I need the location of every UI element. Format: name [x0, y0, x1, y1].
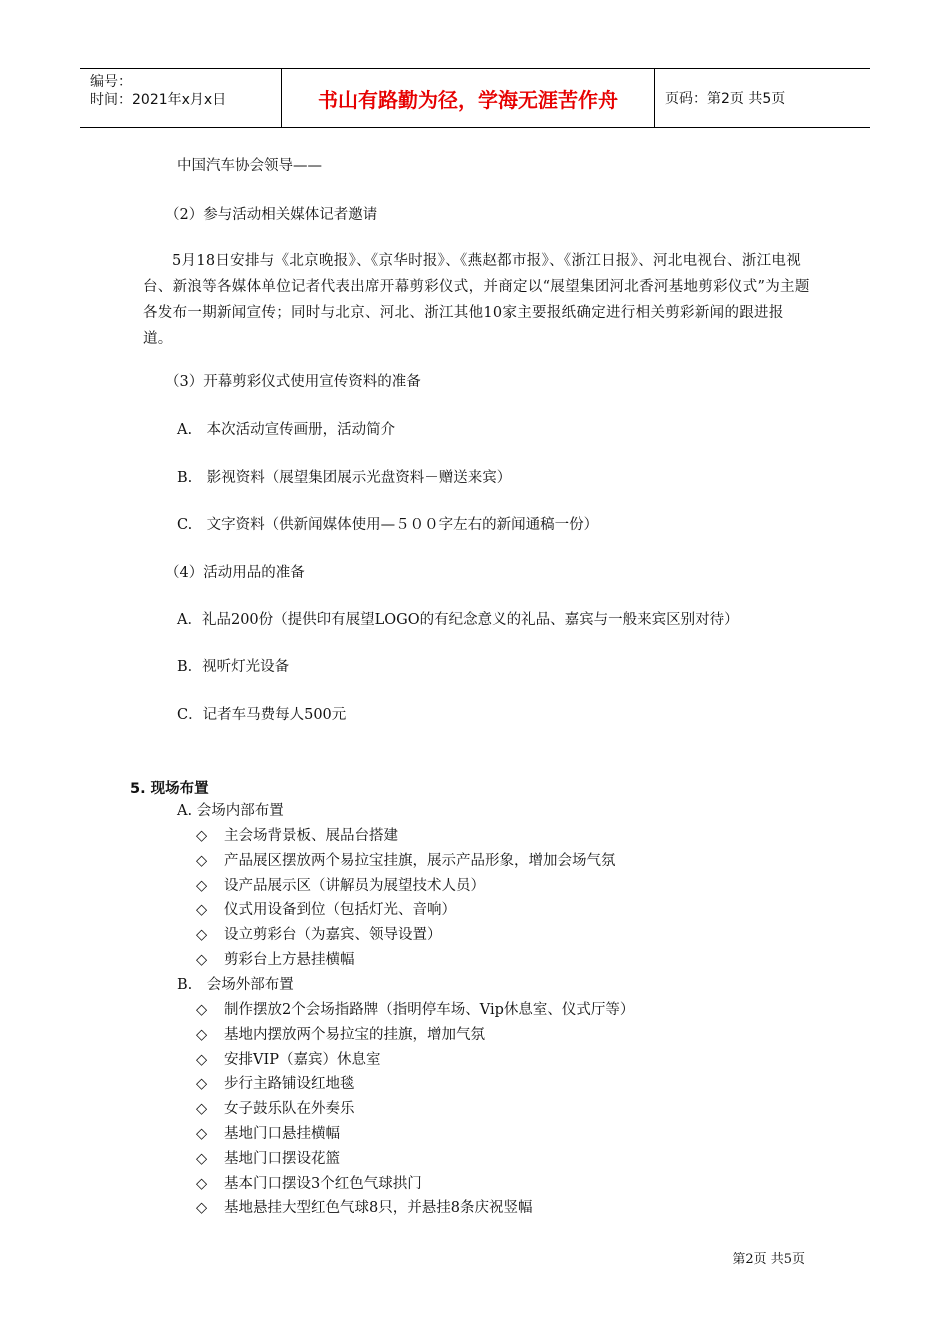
list-item-text: 基地内摆放两个易拉宝的挂旗，增加气氛	[224, 1026, 485, 1043]
item3-title: （3）开幕剪彩仪式使用宣传资料的准备	[165, 374, 421, 390]
list-item-text: 基地门口悬挂横幅	[224, 1126, 340, 1142]
list-item-text: 主会场背景板、展品台搭建	[224, 828, 398, 844]
diamond-bullet-icon: ◇	[196, 1150, 208, 1167]
list-item-text: 步行主路铺设红地毯	[224, 1076, 355, 1093]
item2-paragraph: 5月18日安排与《北京晚报》、《京华时报》、《燕赵都市报》、《浙江日报》、河北电视台、浙江电视台、新浪等各媒体单位记者代表出席开幕剪彩仪式，并商定以“展望集团河北香河基地剪彩仪式”为主题各发布一期新闻宣传；同时与北京、河北、浙江其他10家主要报纸确定进行相关剪彩新闻的跟进报道。	[143, 253, 810, 347]
list-item	[196, 876, 485, 896]
list-item	[196, 1050, 380, 1070]
inner-layout-title: A. 会场内部布置	[177, 803, 284, 819]
list-item	[196, 1099, 355, 1119]
diamond-bullet-icon: ◇	[196, 877, 208, 894]
list-item-text: 安排VIP（嘉宾）休息室	[224, 1051, 381, 1068]
list-item	[196, 950, 355, 970]
diamond-bullet-icon: ◇	[196, 1126, 208, 1142]
header-meta	[80, 69, 281, 127]
list-item-text: 基地门口摆设花篮	[224, 1150, 340, 1167]
list-item-text: 设立剪彩台（为嘉宾、领导设置）	[224, 927, 442, 944]
item4-b: B．视听灯光设备	[177, 659, 290, 675]
item4-c: C．记者车马费每人500元	[177, 707, 347, 723]
diamond-bullet-icon: ◇	[196, 1076, 208, 1093]
list-item-text: 设产品展示区（讲解员为展望技术人员）	[224, 877, 485, 894]
diamond-bullet-icon: ◇	[196, 1175, 208, 1192]
diamond-bullet-icon: ◇	[196, 952, 208, 968]
list-item	[196, 925, 442, 945]
leaders-line: 中国汽车协会领导——	[177, 158, 322, 174]
date-line: 时间：2021年x月x日	[90, 92, 227, 108]
diamond-bullet-icon: ◇	[196, 1200, 208, 1217]
item3-c: C. 文字资料（供新闻媒体使用—５００字左右的新闻通稿一份）	[177, 517, 599, 533]
list-item-text: 产品展区摆放两个易拉宝挂旗，展示产品形象，增加会场气氛	[224, 852, 616, 869]
list-item	[196, 1124, 340, 1144]
item4-a: A．礼品200份（提供印有展望LOGO的有纪念意义的礼品、嘉宾与一般来宾区别对待）	[177, 612, 739, 628]
diamond-bullet-icon: ◇	[196, 1002, 208, 1018]
list-item-text: 制作摆放2个会场指路牌（指明停车场、Vip休息室、仪式厅等）	[224, 1002, 635, 1018]
list-item-text: 基本门口摆设3个红色气球拱门	[224, 1175, 422, 1192]
list-item-text: 女子鼓乐队在外奏乐	[224, 1101, 355, 1118]
list-item	[196, 900, 456, 920]
diamond-bullet-icon: ◇	[196, 852, 208, 869]
header-page-info	[655, 69, 870, 127]
header-motto-cell	[281, 69, 655, 127]
diamond-bullet-icon: ◇	[196, 1101, 208, 1118]
diamond-bullet-icon: ◇	[196, 927, 208, 944]
motto: 书山有路勤为径，学海无涯苦作舟	[318, 87, 618, 112]
list-item	[196, 1174, 422, 1194]
diamond-bullet-icon: ◇	[196, 1051, 208, 1068]
page-info: 页码：第2页 共5页	[665, 91, 786, 107]
list-item	[196, 826, 398, 846]
item4-title: （4）活动用品的准备	[165, 565, 305, 581]
list-item	[196, 851, 616, 871]
diamond-bullet-icon: ◇	[196, 828, 208, 844]
number-label: 编号：	[90, 74, 132, 90]
list-item	[196, 1198, 532, 1218]
list-item	[196, 1074, 355, 1094]
list-item-text: 剪彩台上方悬挂横幅	[224, 952, 355, 968]
list-item	[196, 1149, 340, 1169]
diamond-bullet-icon: ◇	[196, 1026, 208, 1043]
list-item	[196, 1025, 485, 1045]
list-item-text: 仪式用设备到位（包括灯光、音响）	[224, 902, 456, 919]
list-item-text: 基地悬挂大型红色气球8只，并悬挂8条庆祝竖幅	[224, 1200, 533, 1217]
page-header	[80, 68, 870, 128]
item3-b: B. 影视资料（展望集团展示光盘资料－赠送来宾）	[177, 470, 512, 486]
outer-layout-title: B. 会场外部布置	[177, 977, 294, 993]
item3-a: A. 本次活动宣传画册，活动简介	[177, 422, 396, 438]
page-footer: 第2页 共5页	[732, 1252, 805, 1267]
item2-title: （2）参与活动相关媒体记者邀请	[165, 207, 378, 223]
diamond-bullet-icon: ◇	[196, 902, 208, 919]
section5-title: 5. 现场布置	[130, 781, 209, 797]
list-item	[196, 1000, 634, 1020]
